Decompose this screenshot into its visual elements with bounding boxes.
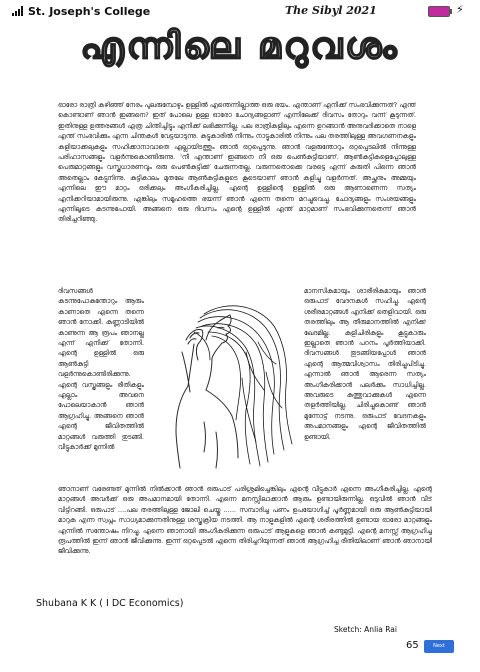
- article-bottom-text: ഞാനാണ് വരേണ്ടത് മുന്നിൽ നിൽക്കാൻ ഞാൻ ഒരുപാട് പരിശ്രമിച്ചെങ്കിലും എന്റെ വീട്ടുകാർ എന്നെ അംഗീകരിച്ചില്ല. എന്റെ മാറ്റങ്ങൾ അവർക്ക് ഒരു അപമാനമായി തോന്നി. എന്നെ മനസ്സിലാക്കാൻ ആരും ഉണ്ടായിരുന്നില്ല. ഒടുവിൽ ഞാൻ വീട് വിട്ടിറങ്ങി. ഒരുപാട് ....പല തരത്തിലുള്ള ജോലി ചെയ്തു ...... സമ്പാദിച്ച പണം ഉപയോഗിച്ച് പൂർണ്ണമായി ഒരു ആൺകുട്ടിയായി മാറുക എന്ന സ്വപ്നം സാധ്യമാക്കുന്നതിനുള്ള ശസ്ത്രക്രിയ നടത്തി. ആ നാളുകളിൽ എന്റെ ശരീരത്തിൽ ഉണ്ടായ ഓരോ മാറ്റങ്ങളും എന്നിൽ സന്തോഷം നിറച്ചു. എന്നെ ഞാനായി അംഗീകരിക്കുന്ന ഒരുപാട് ആളുകളെ ഞാൻ കണ്ടുമുട്ടി. എന്റെ മനസ്സ് ആഗ്രഹിച്ച രൂപത്തിൽ ഇന്ന് ഞാൻ ജീവിക്കുന്നു. ഇന്ന് ഒറ്റപ്പെടൽ എന്നെ തിരിച്ചറിയുന്നത് ഞാൻ ആഗ്രഹിച്ച രീതിയിലാണ് ഞാൻ ഞാനായി ജീവിക്കുന്നു.: [58, 485, 432, 556]
- app-name: St. Joseph's College: [28, 4, 151, 18]
- illustration-sketch: [146, 282, 306, 472]
- signal-icon: [12, 6, 23, 16]
- article-right-column: മാനസികമായും ശാരീരികമായും ഞാൻ ഒരുപാട് വേദനകൾ സഹിച്ചു. എന്റെ ശരീരമാറ്റങ്ങൾ എനിക്ക് തെളിവായി. ഒരു തരത്തിലും ആ തീരുമാനത്തിൽ എനിക്ക് ഖേദമില്ല. കളിചിരികളും കൂട്ടുകാരും ഇല്ലാതെ ഞാൻ പഠനം പൂർത്തിയാക്കി. ദിവസങ്ങൾ തുടങ്ങിയപ്പോൾ ഞാൻ എന്റെ ആത്മവിശ്വാസം തിരിച്ചുപിടിച്ചു. എന്നാൽ ഞാൻ ആരെന്ന സത്യം അംഗീകരിക്കാൻ പലർക്കും സാധിച്ചില്ല. അവരുടെ കുത്തുവാക്കുകൾ എന്നെ തളർത്തിയില്ല. ചിരിച്ചുകൊണ്ട് ഞാൻ മുന്നോട്ട് നടന്നു. ഒരുപാട് വേദനകളും അപമാനങ്ങളും എന്റെ ജീവിതത്തിൽ ഉണ്ടായി.: [304, 287, 426, 441]
- magazine-name: The Sibyl 2021: [285, 4, 377, 17]
- battery-icon: [428, 6, 450, 17]
- page-number: 65: [406, 640, 419, 651]
- sketch-drawing: [146, 282, 306, 472]
- article-left-column: ദിവസങ്ങൾ കടന്നുപോകുന്തോറും ആരും കാണാതെ എന്നെ തന്നെ ഞാൻ നോക്കി. കണ്ണാടിയിൽ കാണുന്ന ആ രൂപം ഞാനല്ല എന്ന് എനിക്ക് തോന്നി. എന്റെ ഉള്ളിൽ ഒരു ആൺകുട്ടി വളർന്നുകൊണ്ടിരിക്കുന്നു. എന്റെ വസ്ത്രങ്ങളും രീതികളും എല്ലാം അവനെ പോലെയാകാൻ ഞാൻ ആഗ്രഹിച്ചു. അങ്ങനെ ഞാൻ എന്റെ ജീവിതത്തിൽ മാറ്റങ്ങൾ വരുത്തി തുടങ്ങി. വീട്ടുകാർക്ക് മുന്നിൽ: [58, 287, 144, 452]
- article-title: എന്നിലെ മറുവശം: [80, 26, 400, 67]
- charging-bolt-icon: ⚡: [456, 3, 464, 16]
- next-page-tab[interactable]: Next: [424, 640, 454, 653]
- author-credit: Shubana K K ( I DC Economics): [36, 598, 184, 609]
- sketch-credit: Sketch: Anlia Rai: [334, 625, 397, 634]
- status-bar: [0, 0, 480, 22]
- article-intro-text: ഓരോ രാത്രി കഴിഞ്ഞ് നേരം പുലരുമ്പോഴും ഉള്ളിൽ എന്തെന്നില്ലാത്ത ഒരു ഭയം. എന്താണ് എനിക്ക് സംഭവിക്കുന്നത്? എന്ത് കൊണ്ടാണ് ഞാൻ ഇങ്ങനെ? ഇത് പോലെ ഉള്ള ഓരോ ചോദ്യങ്ങളാണ് എന്നിലേക്ക് ദിവസം തോറും വന്ന് കൂടുന്നത്. ഇതിനുള്ള ഉത്തരങ്ങൾ എത്ര ചിന്തിച്ചിട്ടും എനിക്ക് ലഭിക്കുന്നില്ല. പല രാത്രികളിലും എന്നെ ഉറങ്ങാൻ അനുവദിക്കാതെ നാളെ എന്ത് സംഭവിക്കും എന്ന ചിന്തകൾ വേട്ടയാടുന്നു. കുട്ടുകാരിൽ നിന്നും നാട്ടുകാരിൽ നിന്നും പല തരത്തിലുള്ള അവഗണനകളും കളിയാക്കലുകളും സഹിക്കാനാവാതെ എല്ലായിടത്തും ഞാൻ ഒറ്റപ്പെടുന്നു. ഞാൻ വളരുന്തോറും ഒറ്റപ്പെടലിൽ നിന്നുള്ള പരിഹാസങ്ങളും വളർന്നുകൊണ്ടിരുന്നു. 'നീ എന്താണ് ഇങ്ങനെ നീ ഒരു പെൺകുട്ടിയാണ്. ആൺകുട്ടികളെപ്പോലുള്ള പെരുമാറ്റങ്ങളും വസ്ത്രധാരണവും ഒരു പെൺകുട്ടിക്ക് ചേരുന്നതല്ല. വരുന്നതൊക്കെ വരട്ടെ എന്ന് കരുതി പിന്നെ ഞാൻ അതെല്ലാം കേട്ടുനിന്നു. കുട്ടികാലം മുതലേ ആൺകുട്ടികളുടെ കൂടെയാണ് ഞാൻ കളിച്ചു വളർന്നത്. അച്ഛനും അമ്മയും എന്നിലെ ഈ മാറ്റം ഒരിക്കലും അംഗീകരിച്ചില്ല. എന്റെ ഉള്ളിന്റെ ഉള്ളിൽ ഒരു ആണാണെന്ന സത്യം എനിക്കറിയാമായിരുന്നു. എങ്കിലും സമൂഹത്തെ ഭയന്ന് ഞാൻ എന്നെ തന്നെ മറച്ചുവെച്ചു. ചോദ്യങ്ങളും സംശയങ്ങളും എന്നിലൂടെ കടന്നുപോയി. അങ്ങനെ ഒരു ദിവസം എന്റെ ഉള്ളിൽ എന്ത് മാറ്റമാണ് സംഭവിക്കുന്നതെന്ന് ഞാൻ തിരിച്ചറിഞ്ഞു.: [58, 101, 416, 224]
- status-left: [12, 5, 150, 18]
